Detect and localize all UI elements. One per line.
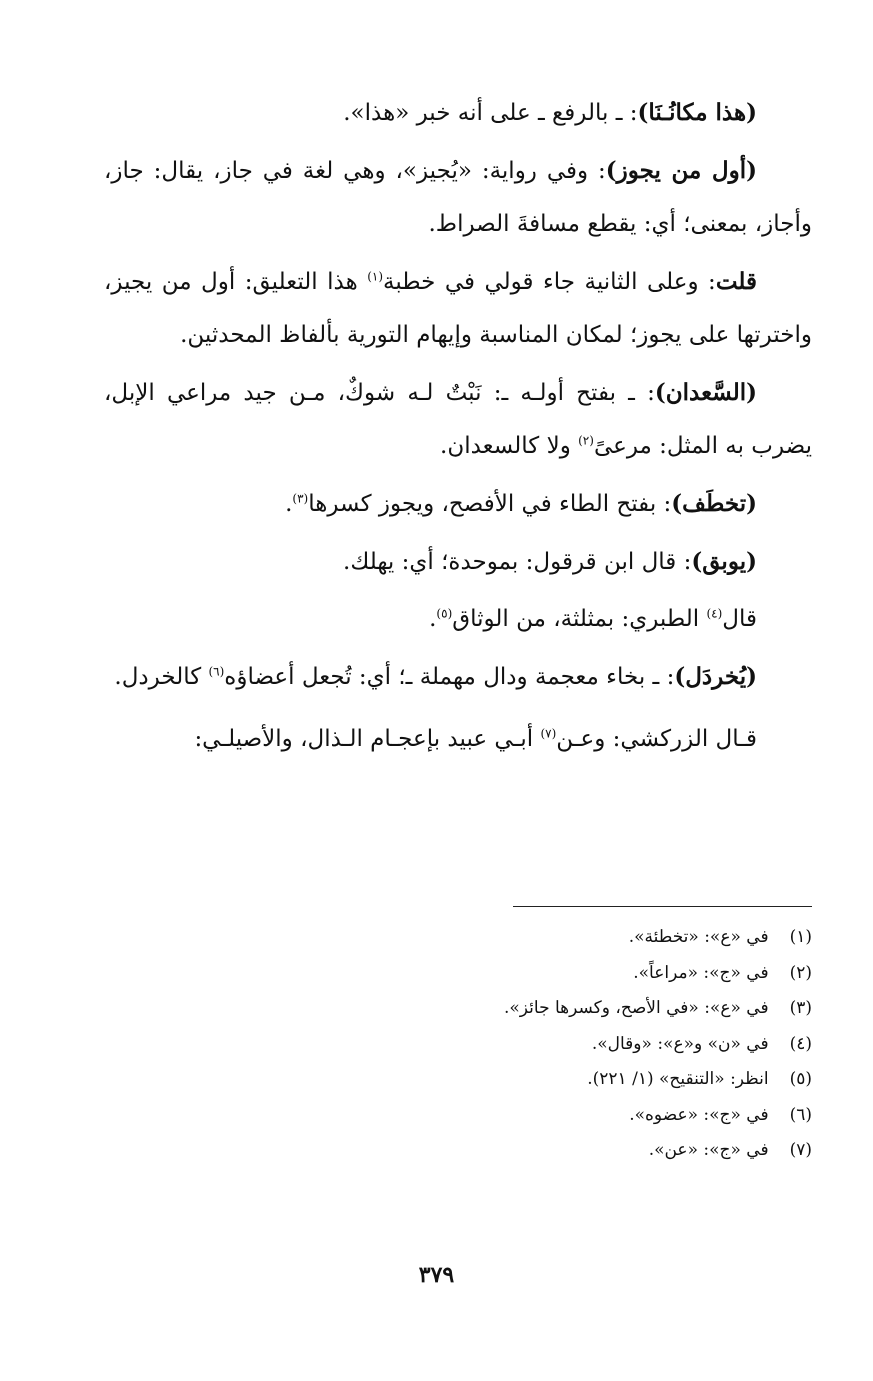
entry-text: . [285,491,293,517]
entry-text: قال [722,606,757,632]
paragraph-qal-altabari [104,593,812,646]
footnote-number: (٣) [789,998,812,1018]
footnote-item [300,1027,812,1063]
paragraph-alsadan [104,366,812,473]
paragraph-yukhardal [104,650,812,704]
entry-text: ولا كالسعدان. [440,433,579,459]
footnote-text: في «ع»: «تخطئة». [628,927,769,947]
entry-text: . [429,606,437,632]
entry-term: (السَّعدان) [654,379,757,406]
footnote-ref-6[interactable]: (٦) [208,664,225,679]
paragraph-qultu [104,255,812,362]
qultu-lead: قلت [715,268,758,295]
footnote-number: (٧) [789,1140,812,1160]
entry-term: (تخطَف) [671,490,757,517]
footnote-text: في «ع»: «في الأصح، وكسرها جائز». [503,998,769,1018]
paragraph-awwal-man-yajuz [104,144,812,251]
footnote-item [300,1098,812,1134]
entry-text: هذا التعليق: أول من يجيز، واخترتها على يجوز؛ لمكان المناسبة وإيهام التورية بألفاظ المحدثين. [104,269,812,348]
entry-text: : وعلى الثانية جاء قولي في خطبة [383,269,716,295]
entry-text: : وفي رواية: «يُجيز»، وهي لغة في جاز، يقال: جاز، وأجاز، بمعنى؛ أي: يقطع مسافةَ الصراط. [104,158,812,237]
footnote-separator [513,906,812,907]
footnote-item [300,1133,812,1169]
footnote-item [300,991,812,1027]
footnote-ref-2[interactable]: (٢) [578,433,594,448]
paragraph-hatha-makanuna [104,86,812,140]
footnote-text: في «ج»: «عضوه». [629,1104,769,1125]
footnote-number: (٦) [789,1104,812,1125]
footnote-ref-5[interactable]: (٥) [436,606,453,621]
entry-text: قـال الزركشي: وعـن [556,726,757,752]
footnote-number: (٢) [789,962,812,983]
footnotes [300,920,812,1169]
entry-text: الطبري: بمثلثة، من الوثاق [452,606,707,632]
entry-text: : ـ بخاء معجمة ودال مهملة ـ؛ أي: تُجعل أعضاؤه [224,664,675,690]
paragraph-qal-alzarkashi [104,713,812,766]
footnote-number: (٥) [789,1069,812,1089]
entry-text: : ـ بالرفع ـ على أنه خبر «هذا». [343,100,638,126]
footnote-item [300,956,812,992]
footnote-text: في «ج»: «مراعاً». [633,962,769,983]
entry-text: أبـي عبيد بإعجـام الـذال، والأصيلـي: [194,726,541,752]
entry-term: (هذا مكانُـنَا) [637,99,757,126]
footnote-number: (٤) [789,1033,812,1054]
main-text [104,86,812,766]
entry-text: : بفتح الطاء في الأفصح، ويجوز كسرها [308,491,672,517]
entry-text: : قال ابن قرقول: بموحدة؛ أي: يهلك. [343,549,692,575]
footnote-text: انظر: «التنقيح» (١/ ٢٢١). [587,1069,769,1089]
footnote-text: في «ج»: «عن». [648,1140,769,1160]
entry-text: : ـ بفتح أولـه ـ: نَبْتٌ لـه شوكٌ، مـن جيد مراعي الإبل، يضرب به المثل: مرعىً [104,380,812,459]
entry-term: (يُخردَل) [674,663,757,690]
footnote-ref-3[interactable]: (٣) [292,491,309,506]
paragraph-takhtaf [104,477,812,531]
footnote-number: (١) [789,927,812,947]
entry-text: كالخردل. [114,664,209,690]
footnote-item [300,1062,812,1098]
page-number: ٣٧٩ [418,1262,455,1288]
footnote-ref-4[interactable]: (٤) [706,606,723,621]
entry-term: (يوبق) [691,548,757,575]
entry-term: (أول من يجوز) [605,157,757,184]
footnote-ref-1[interactable]: (١) [367,269,384,284]
paragraph-yubaq [104,535,812,589]
footnote-text: في «ن» و«ع»: «وقال». [591,1033,769,1054]
footnote-ref-7[interactable]: (٧) [540,726,557,741]
footnote-item [300,920,812,956]
